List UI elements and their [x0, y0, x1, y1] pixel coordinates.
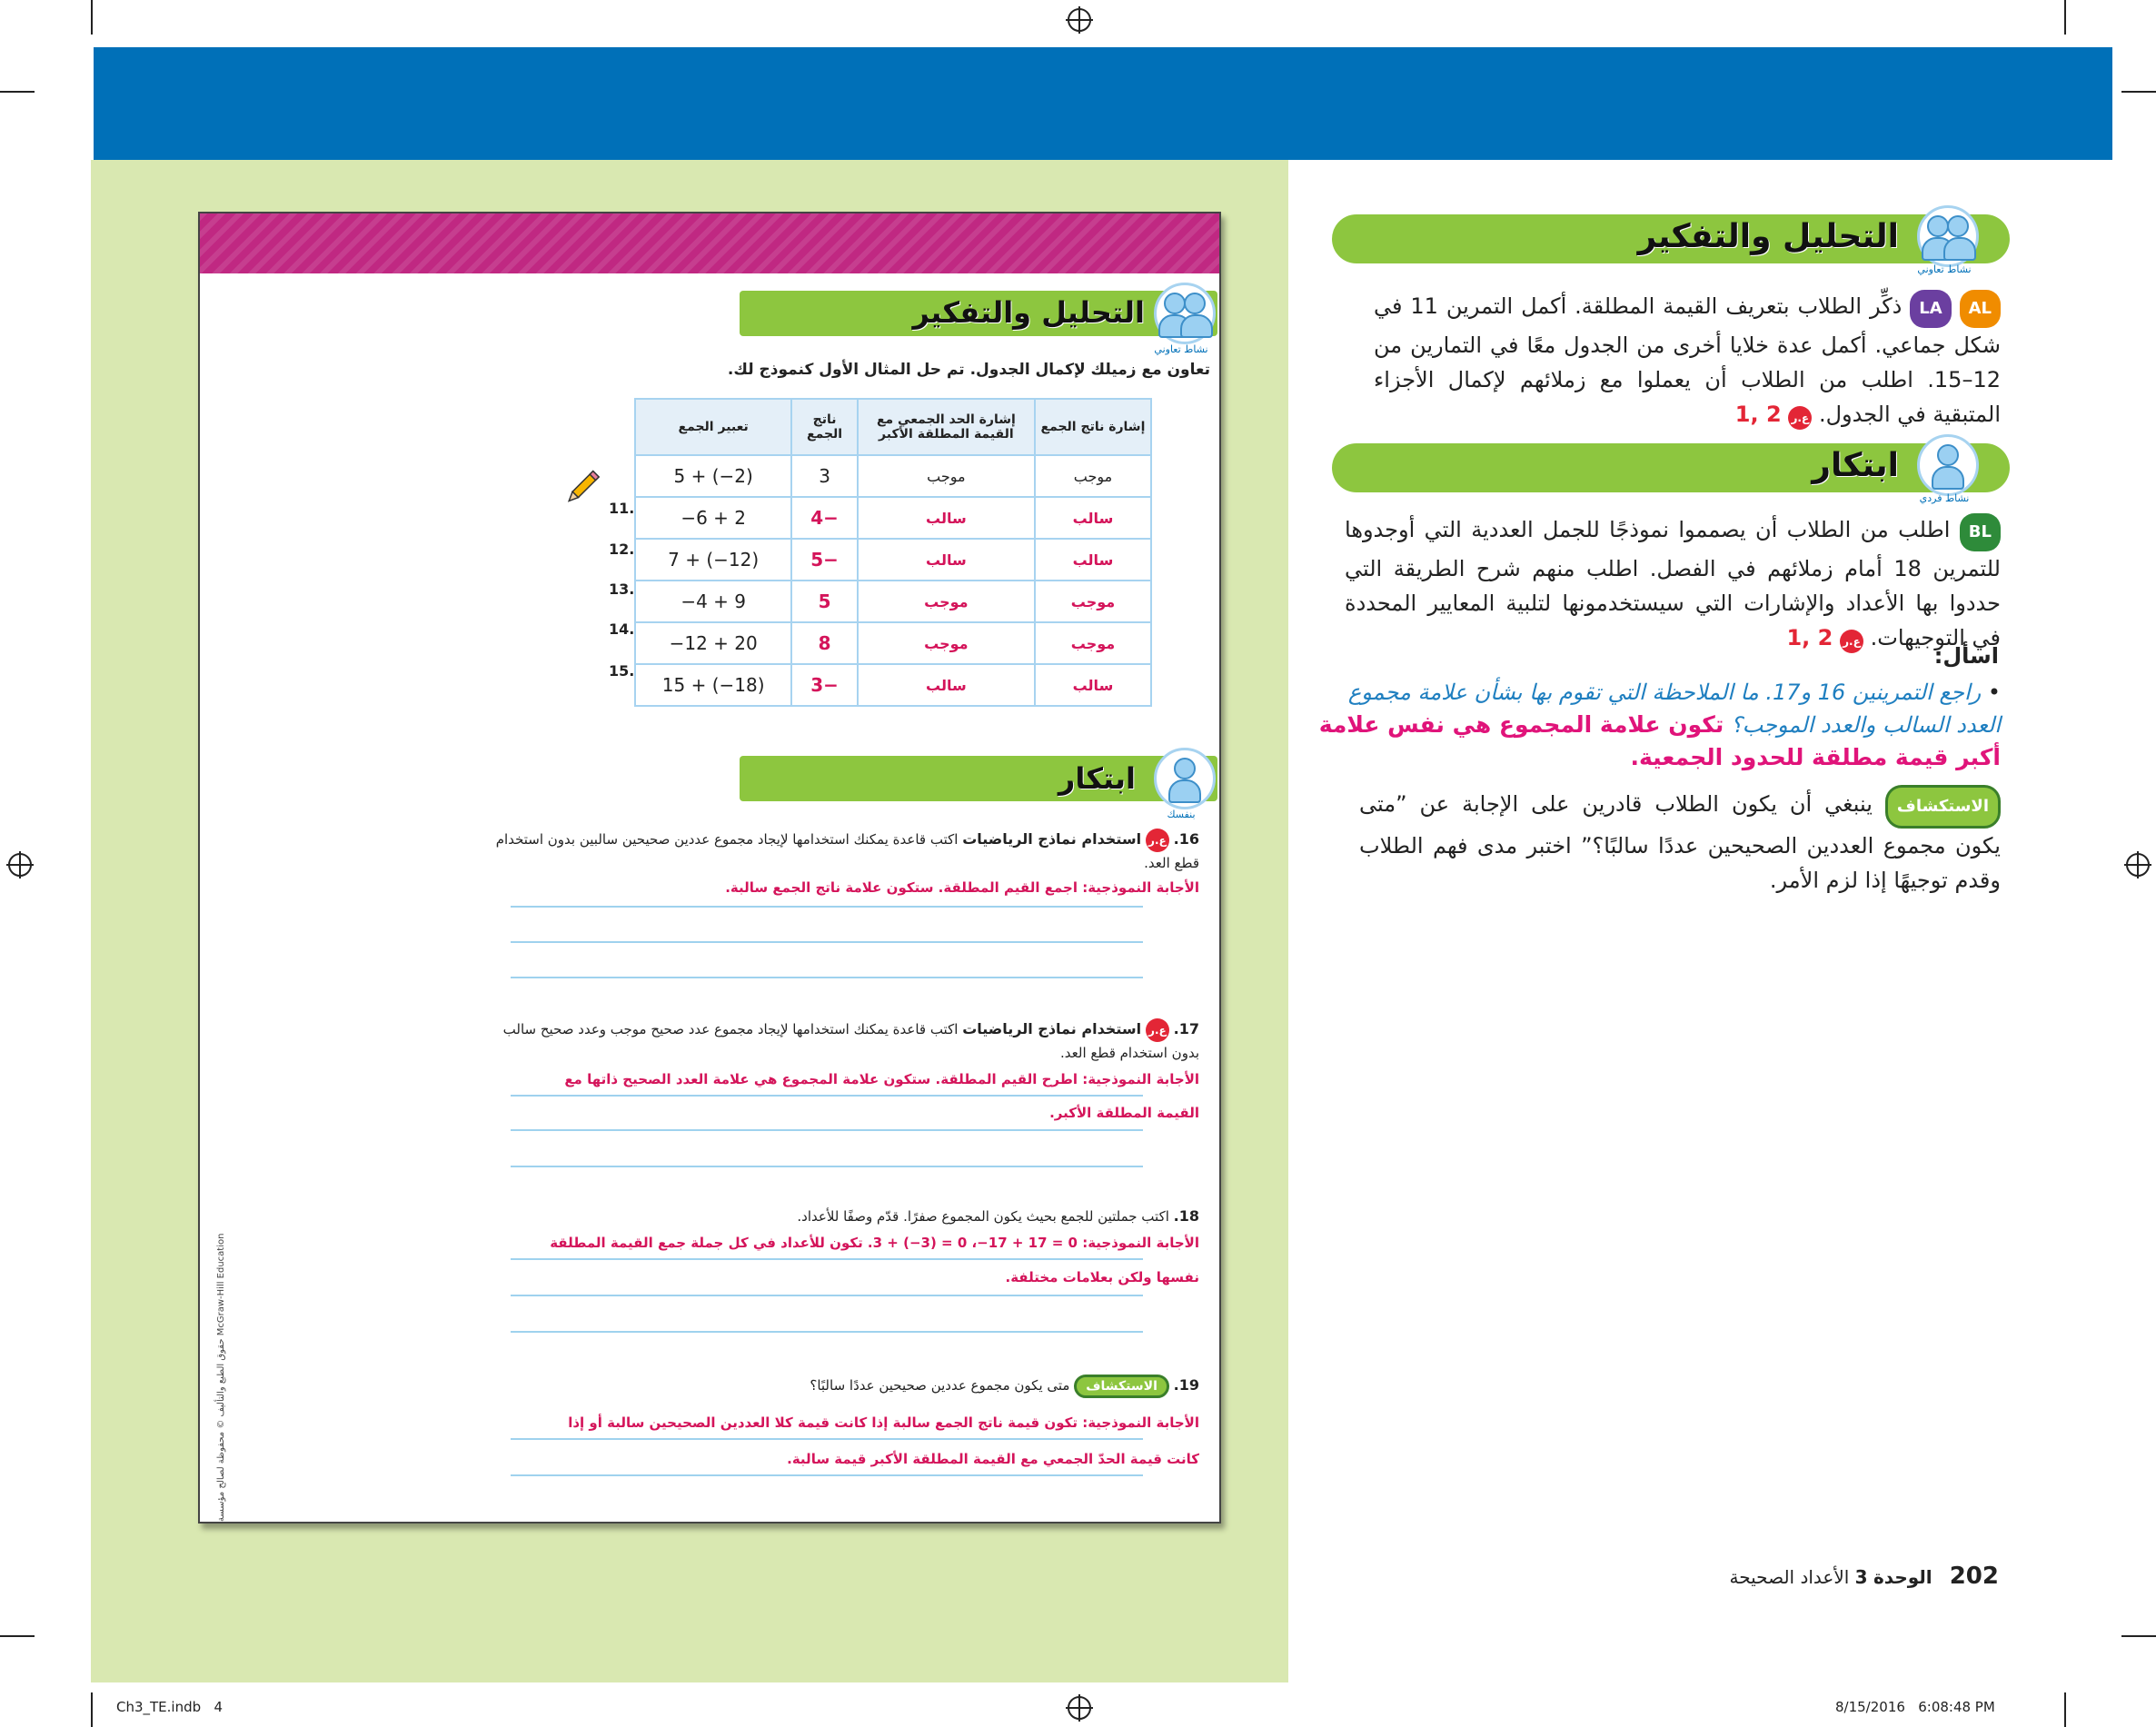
- answer-line: [511, 977, 1143, 978]
- answer-cell: سالب: [1035, 497, 1151, 539]
- paragraph-text: اطلب من الطلاب أن يصمموا نموذجًا للجمل العددية التي أوجدوها للتمرين 18 أمام زملائهم في الفصل. اطلب منهم شرح الطريقة التي حددوا بها الأعداد والإشارات التي سيستخدمونها لتلبية المعايير المحددة في التوجيهات.: [1345, 517, 2001, 650]
- answer-cell: موجب: [858, 622, 1035, 664]
- registration-target-icon: [1068, 8, 1091, 32]
- level-badge-al: AL: [1960, 290, 2001, 328]
- collaborative-activity-icon: [1917, 205, 1979, 267]
- crop-mark: [2064, 1692, 2066, 1727]
- cell: 3: [791, 455, 857, 497]
- sums-table: [634, 398, 1152, 707]
- question-lead: استخدام نماذج الرياضيات: [962, 830, 1142, 848]
- section-title: التحليل والتفكير: [1637, 218, 1899, 255]
- answer-17-line1: الأجابة النموذجية: اطرح القيم المطلقة. ستكون علامة المجموع هي علامة العدد الصحيح ذاتها مع: [564, 1071, 1199, 1087]
- table-row: [635, 664, 1151, 706]
- answer-cell: −4: [791, 497, 857, 539]
- answer-cell: موجب: [858, 581, 1035, 622]
- answer-cell: 5: [791, 581, 857, 622]
- cell: 7 + (−12): [635, 539, 791, 581]
- ask-answer: تكون علامة المجموع هي نفس علامة أكبر قيمة مطلقة للحدود الجمعية.: [1318, 711, 2001, 770]
- answer-line: [511, 906, 1143, 908]
- answer-cell: 8: [791, 622, 857, 664]
- page-number: 202: [1949, 1563, 1999, 1590]
- section-title: التحليل والتفكير: [912, 295, 1145, 330]
- copyright: حقوق الطبع والتأليف © محفوظة لصالح مؤسسة McGraw-Hill Education: [216, 1233, 226, 1522]
- crop-mark: [91, 1692, 93, 1727]
- exercise-number: 11.: [609, 500, 635, 517]
- section-banner-create: [740, 756, 1217, 801]
- col-header: ناتج الجمع: [791, 399, 857, 455]
- decorative-strip: [200, 213, 1219, 273]
- activity-tag: نشاط فردي: [1919, 492, 1970, 504]
- level-badge-bl: BL: [1960, 513, 2001, 551]
- crop-mark: [2121, 91, 2156, 93]
- crop-mark: [0, 1635, 35, 1637]
- registration-target-icon: [1068, 1696, 1091, 1720]
- exercise-number: 14.: [609, 620, 635, 638]
- section-title: ابتكار: [1812, 447, 1899, 484]
- answer-cell: موجب: [1035, 622, 1151, 664]
- answer-cell: سالب: [858, 539, 1035, 581]
- answer-cell: سالب: [858, 497, 1035, 539]
- page-footer: [1672, 1563, 1999, 1590]
- instructions: تعاون مع زميلك لإكمال الجدول. تم حل المثال الأول كنموذج لك.: [727, 361, 1210, 379]
- pencil-icon: [561, 468, 601, 508]
- answer-line: [511, 1166, 1143, 1167]
- activity-tag: نشاط تعاوني: [1154, 343, 1208, 355]
- table-row: [635, 455, 1151, 497]
- worksheet: [198, 212, 1221, 1524]
- reasoning-badge: ع.ر: [1788, 406, 1812, 430]
- reasoning-badge: ع.ر: [1840, 630, 1863, 653]
- paragraph-text: ذكِّر الطلاب بتعريف القيمة المطلقة. أكمل التمرين 11 في شكل جماعي. أكمل عدة خلايا أخرى من الجدول معًا في التمارين من 12–15. اطلب من الطلاب أن يعملوا مع زملائهم لإكمال الأجزاء المتبقية في الجدول.: [1374, 293, 2001, 427]
- registration-target-icon: [2126, 853, 2150, 877]
- exercise-number: 12.: [609, 541, 635, 558]
- question-number: 16.: [1173, 830, 1199, 848]
- section-title: ابتكار: [1058, 761, 1136, 796]
- question-lead: استخدام نماذج الرياضيات: [962, 1020, 1142, 1037]
- paragraph-explore: [1359, 785, 2001, 898]
- answer-19-line1: الأجابة النموذجية: تكون قيمة ناتج الجمع سالبة إذا كانت قيمة كلا العددين الصحيحين سالبة أو إذا: [568, 1414, 1199, 1431]
- question-16: [491, 828, 1199, 875]
- reasoning-badge: ع.ر: [1146, 1018, 1169, 1042]
- answer-line: [511, 941, 1143, 943]
- answer-18-line2: نفسها ولكن بعلامات مختلفة.: [1005, 1269, 1199, 1285]
- answer-17-line2: القيمة المطلقة الأكبر.: [1049, 1105, 1199, 1121]
- header-bar: [94, 47, 2112, 160]
- col-header: تعبير الجمع: [635, 399, 791, 455]
- unit-label: الوحدة: [1873, 1566, 1932, 1588]
- question-17: [491, 1017, 1199, 1065]
- unit-number: 3: [1854, 1566, 1868, 1588]
- answer-line: [511, 1095, 1143, 1097]
- crop-mark: [91, 0, 93, 35]
- reference: 1, 2: [1786, 625, 1833, 650]
- col-header: إشارة ناتج الجمع: [1035, 399, 1151, 455]
- ask-label: اسأل:: [1933, 643, 1999, 669]
- ask-question: راجع التمرينين 16 و17. ما الملاحظة التي تقوم بها بشأن علامة مجموع العدد السالب والعدد الموجب؟: [1347, 680, 2001, 738]
- section-banner-create: [1332, 443, 2010, 492]
- individual-activity-icon: [1917, 434, 1979, 496]
- ask-block: • راجع التمرينين 16 و17. ما الملاحظة التي تقوم بها بشأن علامة مجموع العدد السالب والعدد الموجب؟ تكون علامة المجموع هي نفس علامة أكبر قيمة مطلقة للحدود الجمعية.: [1318, 680, 2001, 770]
- answer-cell: −5: [791, 539, 857, 581]
- reasoning-badge: ع.ر: [1146, 829, 1169, 852]
- crop-mark: [2121, 1635, 2156, 1637]
- answer-cell: موجب: [1035, 581, 1151, 622]
- collaborative-activity-icon: [1154, 283, 1216, 344]
- question-text: اكتب قاعدة يمكنك استخدامها لإيجاد مجموع عدد صحيح موجب وعدد صحيح سالب بدون استخدام قطع العد.: [502, 1021, 1199, 1061]
- question-18: [491, 1207, 1199, 1225]
- unit-title: الأعداد الصحيحة: [1729, 1566, 1850, 1588]
- question-text: اكتب جملتين للجمع بحيث يكون المجموع صفرًا. قدّم وصفًا للأعداد.: [797, 1208, 1169, 1225]
- question-text: متى يكون مجموع عددين صحيحين عددًا سالبًا؟: [810, 1377, 1070, 1394]
- answer-line: [511, 1295, 1143, 1296]
- cell: −6 + 2: [635, 497, 791, 539]
- answer-line: [511, 1438, 1143, 1440]
- answer-cell: سالب: [1035, 664, 1151, 706]
- answer-line: [511, 1474, 1143, 1476]
- crop-mark: [0, 91, 35, 93]
- col-header: إشارة الحد الجمعي مع القيمة المطلقة الأكبر: [858, 399, 1035, 455]
- explore-badge: الاستكشاف: [1885, 785, 2001, 829]
- table-row: [635, 622, 1151, 664]
- individual-activity-icon: [1154, 748, 1216, 809]
- crop-mark: [2064, 0, 2066, 35]
- cell: موجب: [858, 455, 1035, 497]
- answer-cell: سالب: [1035, 539, 1151, 581]
- table-row: [635, 581, 1151, 622]
- question-number: 19.: [1173, 1376, 1199, 1394]
- answer-16: الأجابة النموذجية: اجمع القيم المطلقة. ستكون علامة ناتج الجمع سالبة.: [725, 879, 1199, 896]
- file-name: Ch3_TE.indb 4: [116, 1699, 223, 1715]
- table-row: [635, 539, 1151, 581]
- cell: −12 + 20: [635, 622, 791, 664]
- activity-tag: نشاط تعاوني: [1917, 263, 1972, 275]
- paragraph-text: ينبغي أن يكون الطلاب قادرين على الإجابة عن ”متى يكون مجموع العددين الصحيحين عددًا سالبًا؟” اختبر مدى فهم الطلاب وقدم توجيهًا إذا لزم الأمر.: [1359, 791, 2001, 893]
- registration-target-icon: [8, 853, 32, 877]
- answer-line: [511, 1129, 1143, 1131]
- exercise-number: 15.: [609, 662, 635, 680]
- paragraph-1: [1374, 289, 2001, 432]
- question-number: 18.: [1173, 1207, 1199, 1225]
- cell: −4 + 9: [635, 581, 791, 622]
- cell: 15 + (−18): [635, 664, 791, 706]
- answer-cell: −3: [791, 664, 857, 706]
- print-datetime: 8/15/2016 6:08:48 PM: [1835, 1699, 1995, 1715]
- answer-19-line2: كانت قيمة الحدّ الجمعي مع القيمة المطلقة الأكبر قيمة سالبة.: [787, 1451, 1199, 1467]
- exercise-number: 13.: [609, 581, 635, 598]
- answer-18-line1: الأجابة النموذجية: 0 = 17 + 17−، 0 = (3−) + 3. تكون للأعداد في كل جملة جمع القيمة المطلقة: [550, 1235, 1199, 1251]
- cell: موجب: [1035, 455, 1151, 497]
- table-row: [635, 497, 1151, 539]
- paragraph-2: [1345, 512, 2001, 655]
- answer-cell: سالب: [858, 664, 1035, 706]
- question-19: [491, 1375, 1199, 1398]
- question-number: 17.: [1173, 1020, 1199, 1037]
- answer-line: [511, 1258, 1143, 1260]
- reference: 1, 2: [1734, 402, 1782, 427]
- question-text: اكتب قاعدة يمكنك استخدامها لإيجاد مجموع عددين صحيحين سالبين بدون استخدام قطع العد.: [495, 831, 1199, 871]
- level-badge-la: LA: [1910, 290, 1951, 328]
- explore-badge: الاستكشاف: [1074, 1375, 1169, 1398]
- answer-line: [511, 1331, 1143, 1333]
- activity-tag: بنفسك: [1167, 809, 1196, 820]
- cell: 5 + (−2): [635, 455, 791, 497]
